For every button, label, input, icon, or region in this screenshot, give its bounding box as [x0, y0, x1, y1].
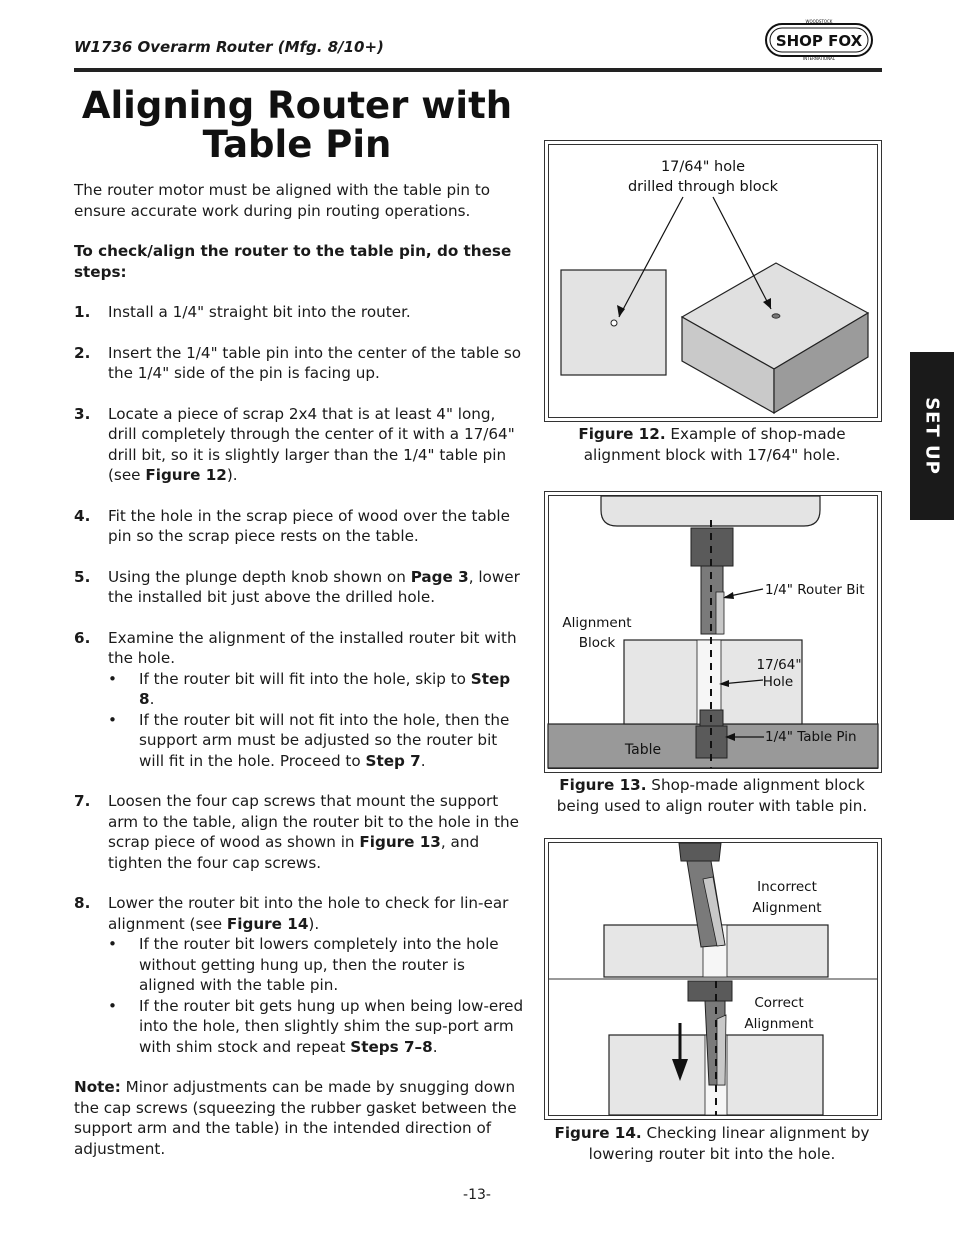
- fig12-hole-iso: [772, 314, 780, 318]
- figure-13: [544, 491, 882, 773]
- step-number: 4.: [74, 506, 91, 525]
- fig13-table-label: Table: [624, 742, 662, 758]
- step-number: 6.: [74, 628, 91, 647]
- figure-14: [544, 838, 882, 1120]
- step-bullet: [108, 996, 524, 1058]
- figure-13-caption: [544, 775, 880, 816]
- intro-paragraph: The router motor must be aligned with the table pin to ensure accurate work during pin routing operations.: [74, 181, 491, 220]
- fig14-incorrect-label-1: Incorrect: [757, 879, 817, 895]
- step-body: Locate a piece of scrap 2x4 that is at least 4" long, drill completely through the center of it with a 17/64" drill bit, so it is slightly larger than the 1/4" table pin (see: [108, 404, 515, 484]
- steps-list: [74, 302, 524, 1057]
- shop-fox-logo: [764, 18, 874, 62]
- fig14-correct-label-2: Alignment: [744, 1016, 814, 1032]
- section-tab-label: SET UP: [921, 397, 943, 475]
- note-label: Note:: [74, 1078, 121, 1096]
- page-heading: Aligning Router with Table Pin: [81, 84, 513, 166]
- step-body: Examine the alignment of the installed router bit with the hole.: [108, 628, 517, 667]
- step-text: [108, 302, 524, 323]
- step-body: Using the plunge depth knob shown on: [108, 567, 411, 586]
- bullet-text: If the router bit will fit into the hole, skip to: [139, 669, 471, 688]
- bullet-reference: Steps 7–8: [350, 1037, 433, 1056]
- header-rule: [74, 68, 882, 72]
- bullet-icon: •: [108, 996, 117, 1015]
- step-item: [74, 628, 524, 772]
- step-item: [74, 791, 524, 873]
- bullet-text-end: .: [420, 751, 426, 770]
- step-item: [74, 302, 524, 323]
- step-body-end: , lower the installed bit just above the drilled hole.: [108, 567, 520, 606]
- note-paragraph: [74, 1077, 524, 1159]
- step-item: [74, 404, 524, 486]
- step-reference: Figure 14: [226, 914, 309, 933]
- step-body: Lower the router bit into the hole to check for lin-ear alignment (see: [108, 894, 509, 933]
- figure-12-caption-ref: Figure 12.: [578, 425, 666, 443]
- fig13-block-label-1: Alignment: [562, 615, 632, 631]
- figure-14-caption-ref: Figure 14.: [554, 1124, 642, 1142]
- bullet-icon: •: [108, 710, 117, 729]
- figure-13-caption-text: Shop-made alignment block being used to align router with table pin.: [556, 776, 868, 815]
- manual-title: W1736 Overarm Router (Mfg. 8/10+): [74, 38, 384, 56]
- note-text: Minor adjustments can be made by snugging down the cap screws (squeezing the rubber gasket between the support arm and the table) in the intended direction of adjustment.: [74, 1078, 517, 1158]
- step-item: [74, 343, 524, 384]
- figure-14-caption-text: Checking linear alignment by lowering router bit into the hole.: [588, 1124, 870, 1163]
- bullet-reference: Step 8: [139, 669, 511, 708]
- step-body-end: ).: [308, 914, 320, 933]
- step-text: [108, 343, 524, 384]
- step-reference: Figure 13: [359, 833, 441, 851]
- logo-text: SHOP FOX: [775, 32, 863, 50]
- fig14-bottom-bit-flute: [717, 1015, 726, 1085]
- fig13-pin-label: 1/4" Table Pin: [765, 729, 857, 745]
- fig12-label-line2: drilled through block: [627, 179, 779, 195]
- bullet-text: If the router bit will not fit into the hole, then the support arm must be adjusted so the router bit will fit in the hole. Proceed to: [139, 710, 510, 770]
- fig13-bit-arrowhead: [723, 592, 734, 599]
- fig13-hole-label-2: Hole: [762, 674, 794, 690]
- step-number: 2.: [74, 343, 91, 362]
- figure-13-drawing: [545, 492, 881, 772]
- bullet-icon: •: [108, 669, 117, 688]
- step-body: Insert the 1/4" table pin into the center of the table so the 1/4" side of the pin is facing up.: [108, 343, 522, 382]
- step-text: [108, 893, 524, 1057]
- step-item: [74, 567, 524, 608]
- steps-lead: To check/align the router to the table pin, do these steps:: [74, 242, 512, 281]
- step-number: 5.: [74, 567, 91, 586]
- step-body: Install a 1/4" straight bit into the router.: [108, 303, 411, 321]
- bullet-icon: •: [108, 935, 117, 953]
- fig14-incorrect-label-2: Alignment: [752, 900, 822, 916]
- figure-14-caption: [544, 1123, 880, 1164]
- step-text: [108, 506, 524, 547]
- step-body: Fit the hole in the scrap piece of wood over the table pin so the scrap piece rests on the table.: [108, 506, 510, 545]
- step-text: [108, 404, 524, 486]
- step-body-end: , and tighten the four cap screws.: [108, 833, 480, 872]
- step-body-end: ).: [226, 466, 238, 484]
- instructions: [74, 180, 524, 1179]
- section-tab: [910, 352, 954, 520]
- fig13-bit-flute: [716, 592, 724, 634]
- fig12-hole-top: [611, 320, 617, 326]
- step-text: [108, 791, 524, 873]
- page-number: -13-: [463, 1187, 491, 1203]
- bullet-text: If the router bit lowers completely into the hole without getting hung up, then the router is aligned with the table pin.: [139, 935, 499, 994]
- logo-top-text: WOODSTOCK: [805, 19, 833, 24]
- bullet-text: If the router bit gets hung up when being low-ered into the hole, then slightly shim the sup-port arm with shim stock and repeat: [139, 996, 524, 1056]
- fig13-router-bit-label: 1/4" Router Bit: [765, 582, 865, 598]
- fig12-label-line1: 17/64" hole: [660, 159, 746, 175]
- step-number: 1.: [74, 303, 91, 321]
- fig14-bottom-collet: [688, 981, 732, 1001]
- step-reference: Figure 12: [145, 466, 227, 484]
- figure-12: [544, 140, 882, 422]
- figure-12-drawing: [545, 141, 881, 421]
- figure-14-drawing: [545, 839, 881, 1119]
- step-text: [108, 567, 524, 608]
- step-bullet: [108, 934, 524, 996]
- step-bullet: [108, 669, 524, 710]
- figure-13-caption-ref: Figure 13.: [559, 776, 647, 794]
- bullet-text-end: .: [149, 690, 155, 708]
- step-bullet: [108, 710, 524, 772]
- figure-12-caption: [544, 424, 880, 465]
- bullet-reference: Step 7: [365, 751, 421, 770]
- step-item: [74, 506, 524, 547]
- bullet-text-end: .: [432, 1037, 438, 1056]
- fig14-top-collet: [679, 843, 721, 861]
- step-item: [74, 893, 524, 1057]
- step-text: [108, 628, 524, 772]
- step-number: 8.: [74, 894, 91, 912]
- logo-bottom-text: INTERNATIONAL: [802, 56, 836, 61]
- step-reference: Page 3: [410, 567, 469, 586]
- fig14-correct-label-1: Correct: [754, 995, 804, 1011]
- step-number: 3.: [74, 404, 91, 423]
- step-body: Loosen the four cap screws that mount the support arm to the table, align the router bit to the hole in the scrap piece of wood as shown in: [108, 792, 520, 851]
- fig13-hole-label-1: 17/64": [756, 657, 802, 673]
- figure-12-caption-text: Example of shop-made alignment block with 17/64" hole.: [583, 425, 846, 464]
- fig13-block-label-2: Block: [578, 635, 616, 651]
- step-number: 7.: [74, 792, 91, 810]
